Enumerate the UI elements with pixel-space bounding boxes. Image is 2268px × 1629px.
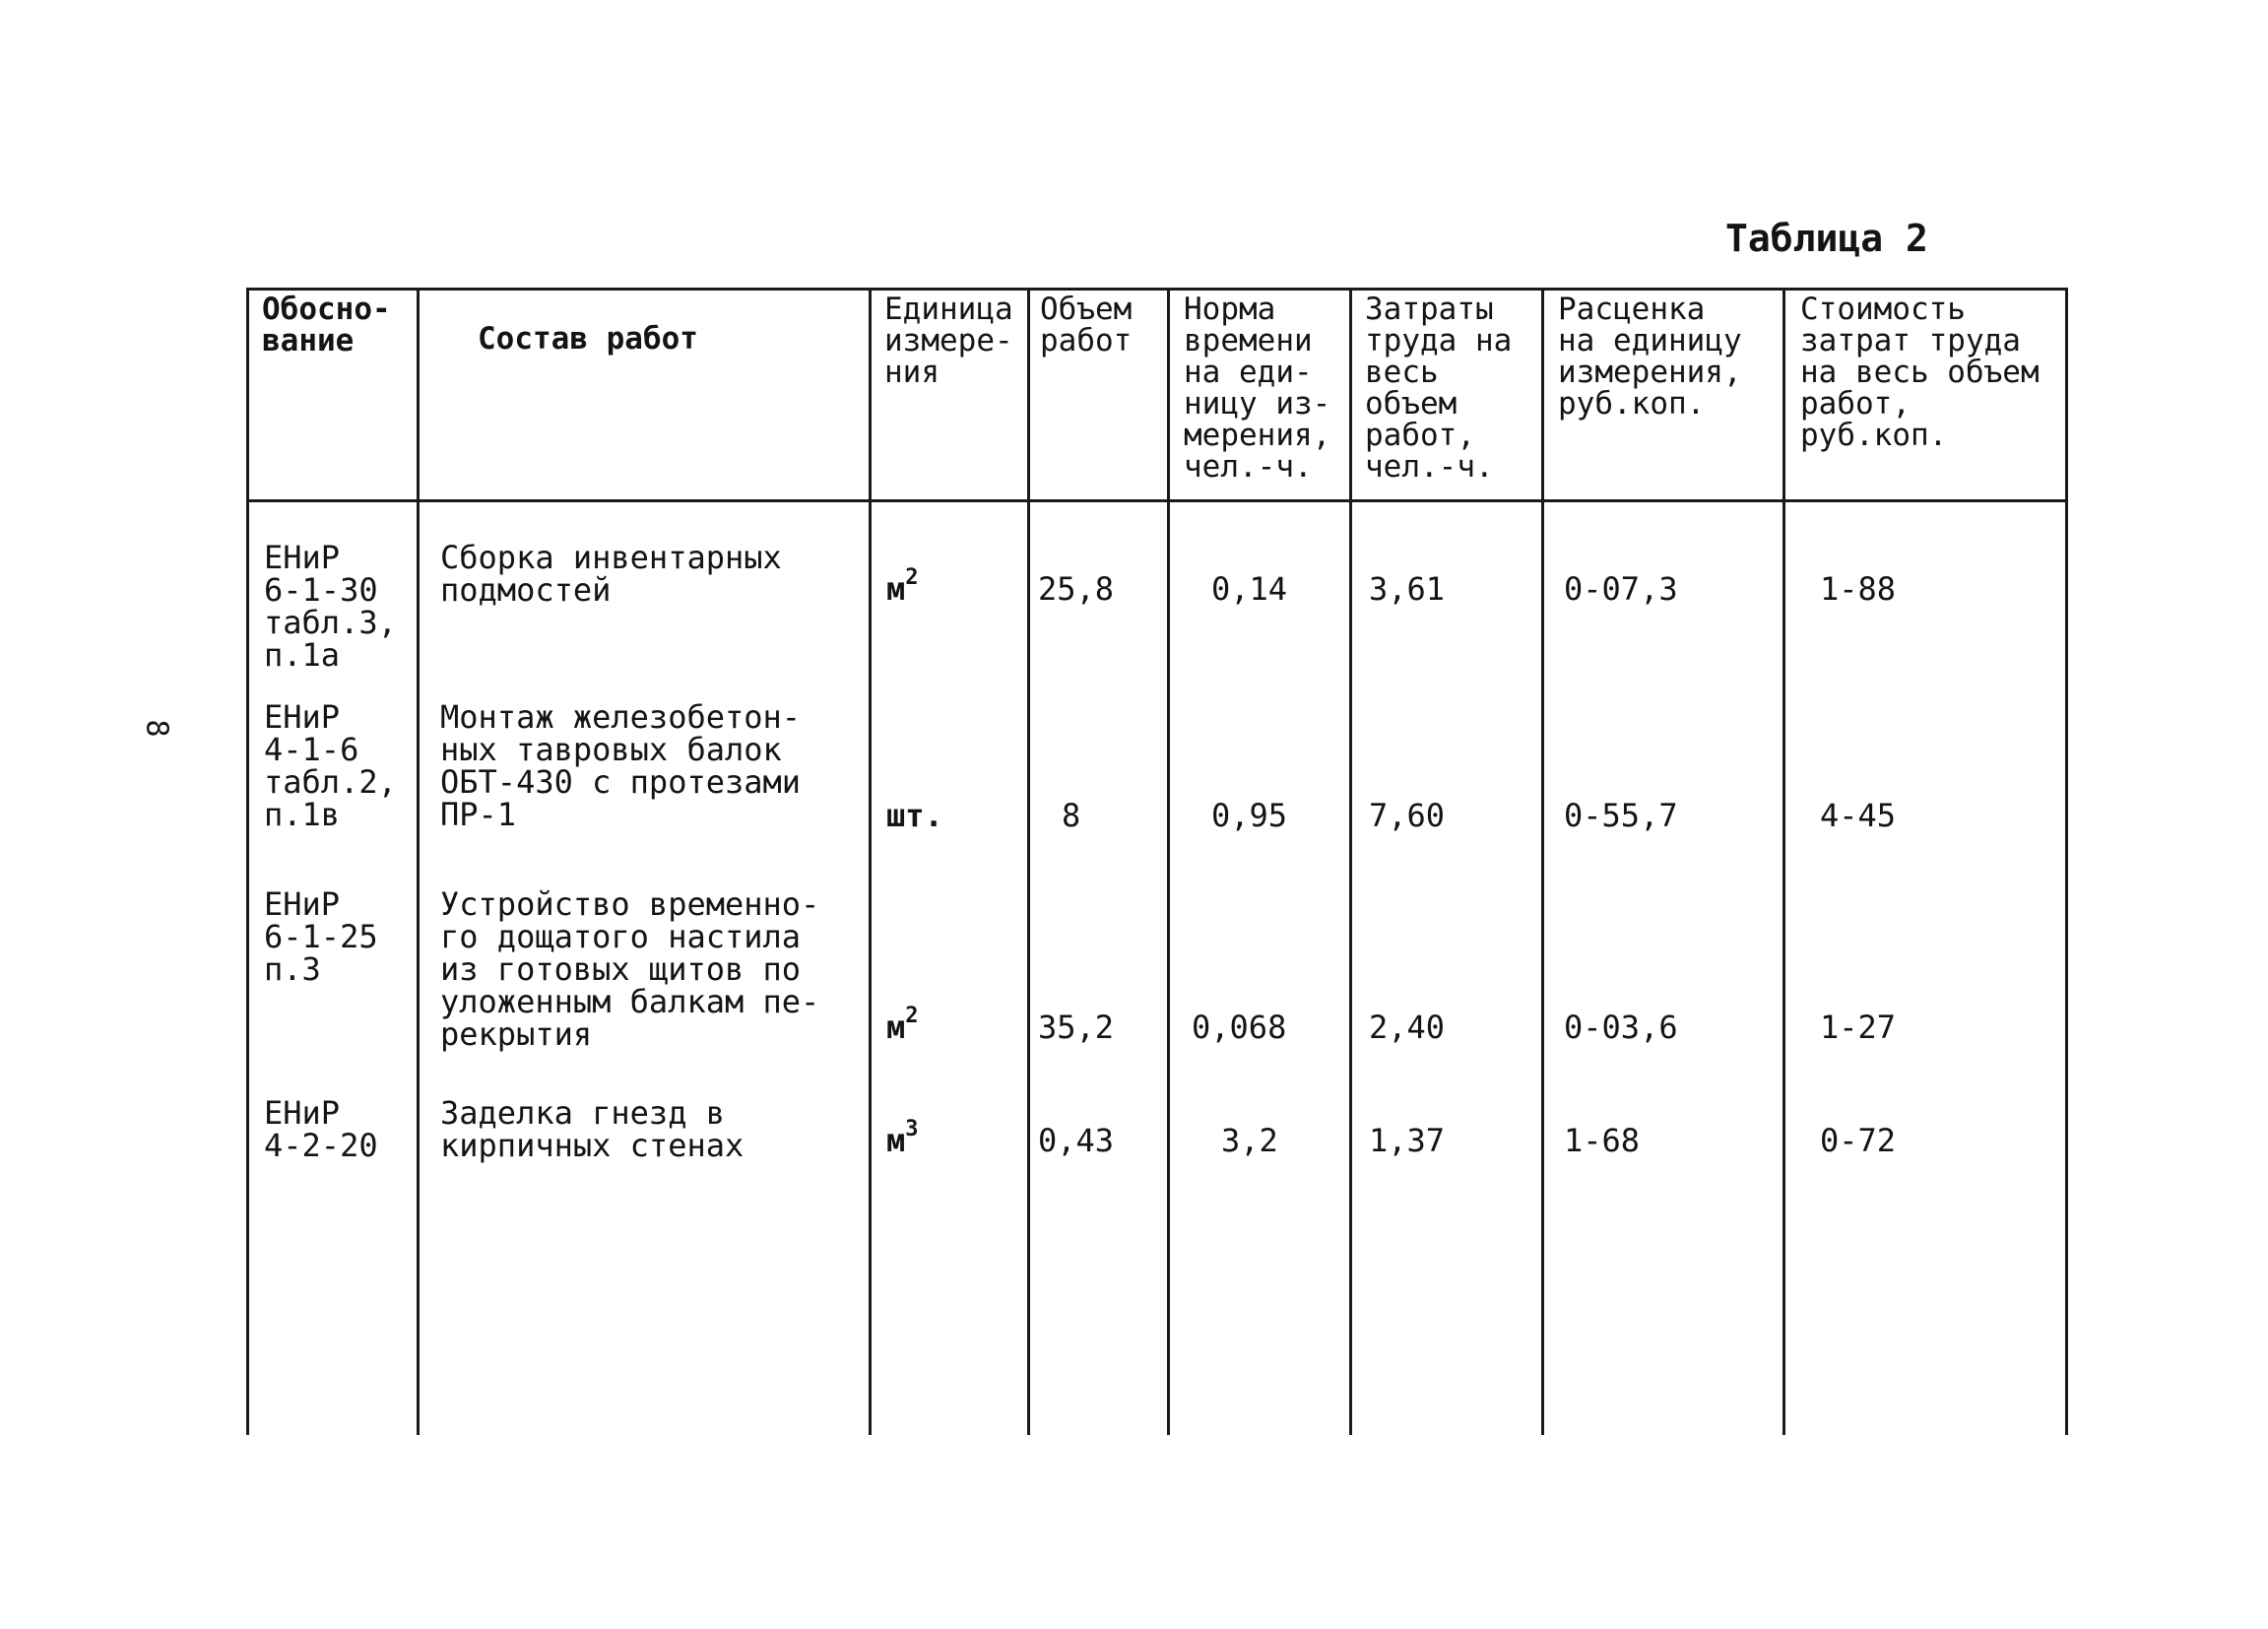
row2-rate: 0-55,7 [1564,797,1678,834]
column-divider [246,288,249,1435]
table-title: Таблица 2 [1725,217,1928,260]
row2-cost: 4-45 [1820,797,1897,834]
row4-norm: 3,2 [1221,1122,1278,1159]
header-work: Состав работ [478,321,698,357]
header-norm: Норма времени на еди- ницу из- мерения, чел.-ч. [1184,292,1331,485]
row2-norm: 0,95 [1211,797,1288,834]
row4-work: Заделка гнезд в кирпичных стенах [440,1094,745,1164]
row2-volume: 8 [1062,797,1081,834]
row2-unit: шт. [886,797,943,834]
data-table [246,288,2068,1435]
row4-cost: 0-72 [1820,1122,1897,1159]
header-cost: Стоимость затрат труда на весь объем работ, руб.коп. [1800,292,2040,453]
header-labor: Затраты труда на весь объем работ, чел.-ч. [1365,292,1513,485]
column-divider [2065,288,2068,1435]
row1-work: Сборка инвентарных подмостей [440,539,782,609]
column-divider [1027,288,1030,1435]
column-divider [1782,288,1785,1435]
row1-labor: 3,61 [1369,570,1446,608]
column-divider [1167,288,1170,1435]
header-unit: Единица измере- ния [884,292,1013,390]
row3-unit: $м^2$ [886,1004,919,1046]
row3-norm: 0,068 [1192,1009,1287,1046]
column-divider [1349,288,1352,1435]
row1-cost: 1-88 [1820,570,1897,608]
row4-basis: ЕНиР 4-2-20 [264,1094,378,1164]
row4-volume: 0,43 [1038,1122,1115,1159]
row1-unit: $м^2$ [886,565,919,608]
row2-work: Монтаж железобетон- ных тавровых балок ОБТ-430 с протезами ПР-1 [440,698,802,833]
row3-rate: 0-03,6 [1564,1009,1678,1046]
header-divider [246,499,2068,502]
row3-volume: 35,2 [1038,1009,1115,1046]
row3-cost: 1-27 [1820,1009,1897,1046]
table-top-border [246,288,2068,291]
row1-basis: ЕНиР 6-1-30 табл.3, п.1а [264,539,397,674]
column-divider [869,288,872,1435]
row3-labor: 2,40 [1369,1009,1446,1046]
header-volume: Объем работ [1040,292,1133,358]
row4-rate: 1-68 [1564,1122,1641,1159]
header-rate: Расценка на единицу измерения, руб.коп. [1558,292,1742,422]
row1-rate: 0-07,3 [1564,570,1678,608]
row4-unit: $м^3$ [886,1117,919,1159]
column-divider [1541,288,1544,1435]
row2-basis: ЕНиР 4-1-6 табл.2, п.1в [264,698,397,833]
row1-volume: 25,8 [1038,570,1115,608]
row4-labor: 1,37 [1369,1122,1446,1159]
page-number: 8 [139,719,174,738]
row1-norm: 0,14 [1211,570,1288,608]
header-basis: Обосно- вание [262,292,391,358]
row2-labor: 7,60 [1369,797,1446,834]
row3-basis: ЕНиР 6-1-25 п.3 [264,885,378,988]
row3-work: Устройство временно- го дощатого настила из готовых щитов по уложенным балкам пе- рекрытия [440,885,820,1053]
column-divider [417,288,420,1435]
